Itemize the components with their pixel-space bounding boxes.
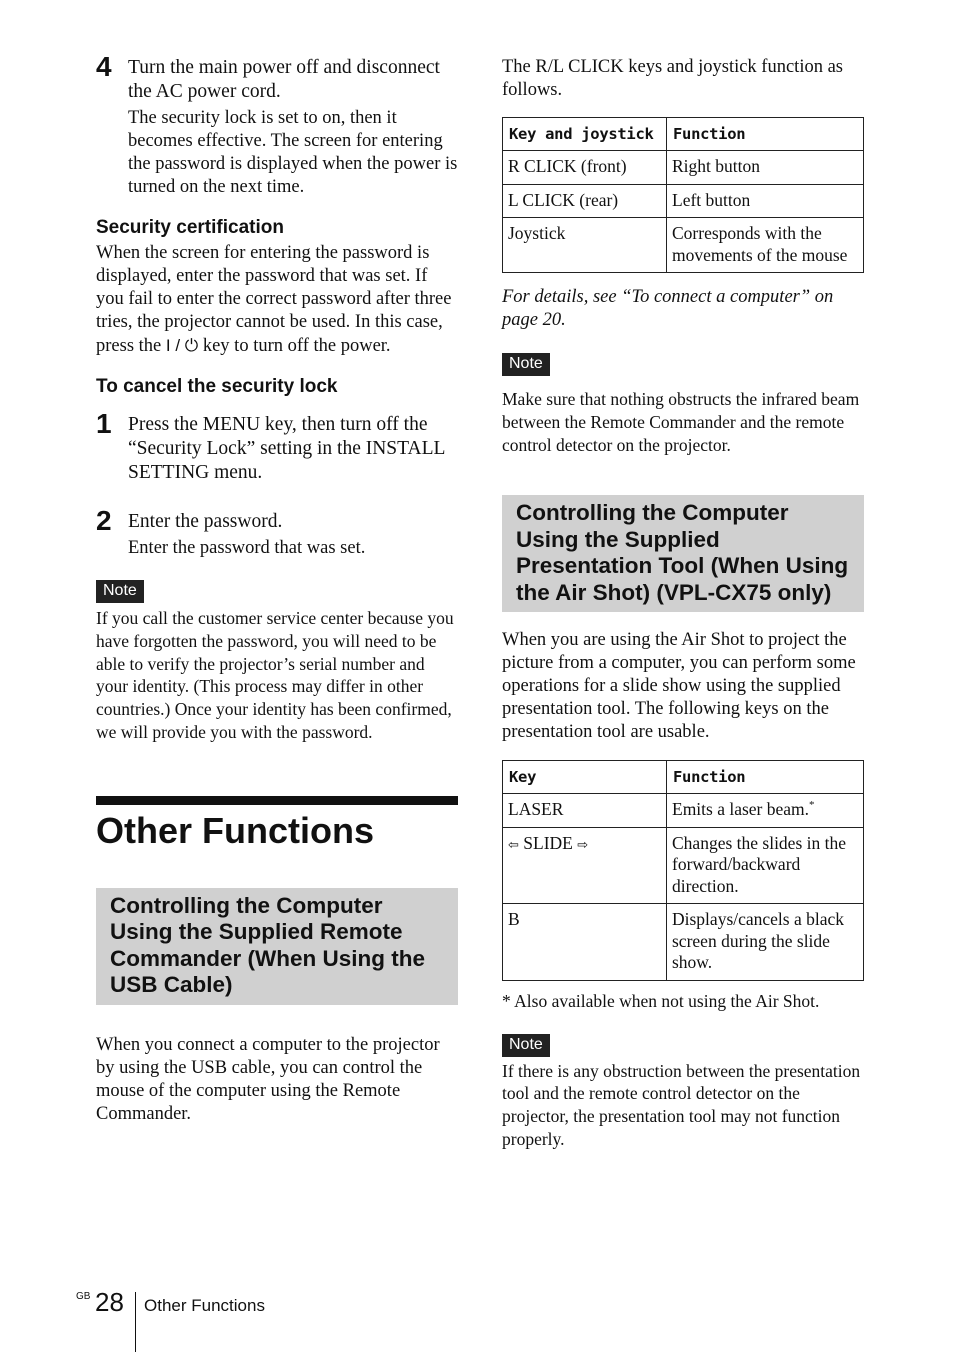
note-text: Make sure that nothing obstructs the infrared beam between the Remote Commander and the remote control detector on the projector. bbox=[502, 389, 860, 455]
table-row bbox=[503, 904, 864, 981]
footnote: * Also available when not using the Air Shot. bbox=[502, 990, 820, 1011]
note-label: Note bbox=[502, 353, 550, 376]
left-column bbox=[96, 51, 458, 1126]
table-cell: Corresponds with the movements of the mouse bbox=[667, 218, 864, 273]
footer-section-title: Other Functions bbox=[144, 1296, 265, 1315]
step-2 bbox=[96, 505, 458, 560]
table-cell: Joystick bbox=[503, 218, 667, 273]
step-instruction: Turn the main power off and disconnect the AC power cord. bbox=[128, 57, 440, 102]
table-cell: Changes the slides in the forward/backward direction. bbox=[667, 827, 864, 904]
table-header-row bbox=[503, 761, 864, 794]
right-arrow-icon: ⇨ bbox=[577, 836, 589, 852]
step-1 bbox=[96, 408, 458, 485]
table-row bbox=[503, 794, 864, 828]
section-heading-usb: Controlling the Computer Using the Supplied Remote Commander (When Using the USB Cable) bbox=[96, 888, 458, 1005]
right-column bbox=[502, 56, 864, 1151]
table-cell: B bbox=[503, 904, 667, 981]
footnote-mark: * bbox=[809, 799, 815, 812]
left-arrow-icon: ⇦ bbox=[508, 836, 519, 852]
function-text: Emits a laser beam. bbox=[672, 799, 810, 820]
table-row bbox=[503, 184, 864, 218]
power-key-symbol: I / ⏻ bbox=[165, 336, 199, 355]
table-cell: LASER bbox=[503, 794, 667, 828]
footer-language-code: GB bbox=[76, 1291, 91, 1302]
table-cell: Right button bbox=[667, 151, 864, 185]
table-cell bbox=[503, 827, 667, 904]
step-number: 4 bbox=[96, 51, 112, 82]
step-instruction: Enter the password. bbox=[128, 511, 283, 532]
step-number: 1 bbox=[96, 408, 112, 439]
table-row bbox=[503, 218, 864, 273]
note-3 bbox=[502, 1034, 864, 1151]
note-text: If you call the customer service center because you have forgotten the password, you will need to be able to verify the projector’s serial number and your identity. (This process may differ in other countries.) Once your identity has been confirmed, we will provide you with the password. bbox=[96, 608, 454, 742]
step-instruction: Press the MENU key, then turn off the “Security Lock” setting in the INSTALL SETTING menu. bbox=[128, 414, 445, 483]
details-reference: For details, see “To connect a computer” on page 20. bbox=[502, 287, 834, 330]
section-heading-air-shot: Controlling the Computer Using the Supplied Presentation Tool (When Using the Air Shot) (VPL-CX75 only) bbox=[502, 495, 864, 612]
key-text: SLIDE bbox=[523, 832, 573, 853]
presentation-key-table bbox=[502, 760, 864, 981]
note-label: Note bbox=[96, 580, 144, 603]
table-cell: R CLICK (front) bbox=[503, 151, 667, 185]
table-cell bbox=[667, 794, 864, 828]
table-header: Key and joystick bbox=[503, 118, 667, 151]
security-certification-text-after: key to turn off the power. bbox=[202, 336, 391, 356]
table-header-row bbox=[503, 118, 864, 151]
footer-divider bbox=[135, 1292, 136, 1352]
intro-text: The R/L CLICK keys and joystick function as follows. bbox=[502, 57, 843, 100]
page-number: 28 bbox=[95, 1287, 124, 1317]
step-detail: The security lock is set to on, then it becomes effective. The screen for entering the password is displayed when the power is turned on the next time. bbox=[128, 108, 458, 197]
chapter-title: Other Functions bbox=[96, 809, 374, 851]
note-2 bbox=[502, 353, 864, 456]
step-number: 2 bbox=[96, 505, 112, 536]
table-header: Key bbox=[503, 761, 667, 794]
table-cell: Displays/cancels a black screen during the slide show. bbox=[667, 904, 864, 981]
table-row bbox=[503, 827, 864, 904]
note-1 bbox=[96, 580, 458, 744]
note-text: If there is any obstruction between the presentation tool and the remote control detector on the projector, the presentation tool may not function properly. bbox=[502, 1060, 861, 1150]
table-cell: L CLICK (rear) bbox=[503, 184, 667, 218]
chapter-rule bbox=[96, 796, 458, 805]
table-cell: Left button bbox=[667, 184, 864, 218]
step-4 bbox=[96, 51, 458, 199]
key-joystick-table bbox=[502, 117, 864, 273]
note-label: Note bbox=[502, 1034, 550, 1057]
table-row bbox=[503, 151, 864, 185]
security-certification-text-before: When the screen for entering the password is displayed, enter the password that was set. If you fail to enter the correct password after three tries, the projector cannot be used. In this case, press the bbox=[96, 243, 452, 356]
table-header: Function bbox=[667, 761, 864, 794]
table-header: Function bbox=[667, 118, 864, 151]
security-certification-heading: Security certification bbox=[96, 217, 284, 238]
step-detail: Enter the password that was set. bbox=[128, 538, 366, 558]
cancel-security-lock-heading: To cancel the security lock bbox=[96, 376, 338, 397]
security-certification-text bbox=[96, 242, 458, 358]
section-air-shot-text: When you are using the Air Shot to project the picture from a computer, you can perform some operations for a slide show using the supplied presentation tool. The following keys on the presentation tool are usable. bbox=[502, 630, 856, 743]
section-usb-text: When you connect a computer to the projector by using the USB cable, you can control the mouse of the computer using the Remote Commander. bbox=[96, 1034, 440, 1124]
